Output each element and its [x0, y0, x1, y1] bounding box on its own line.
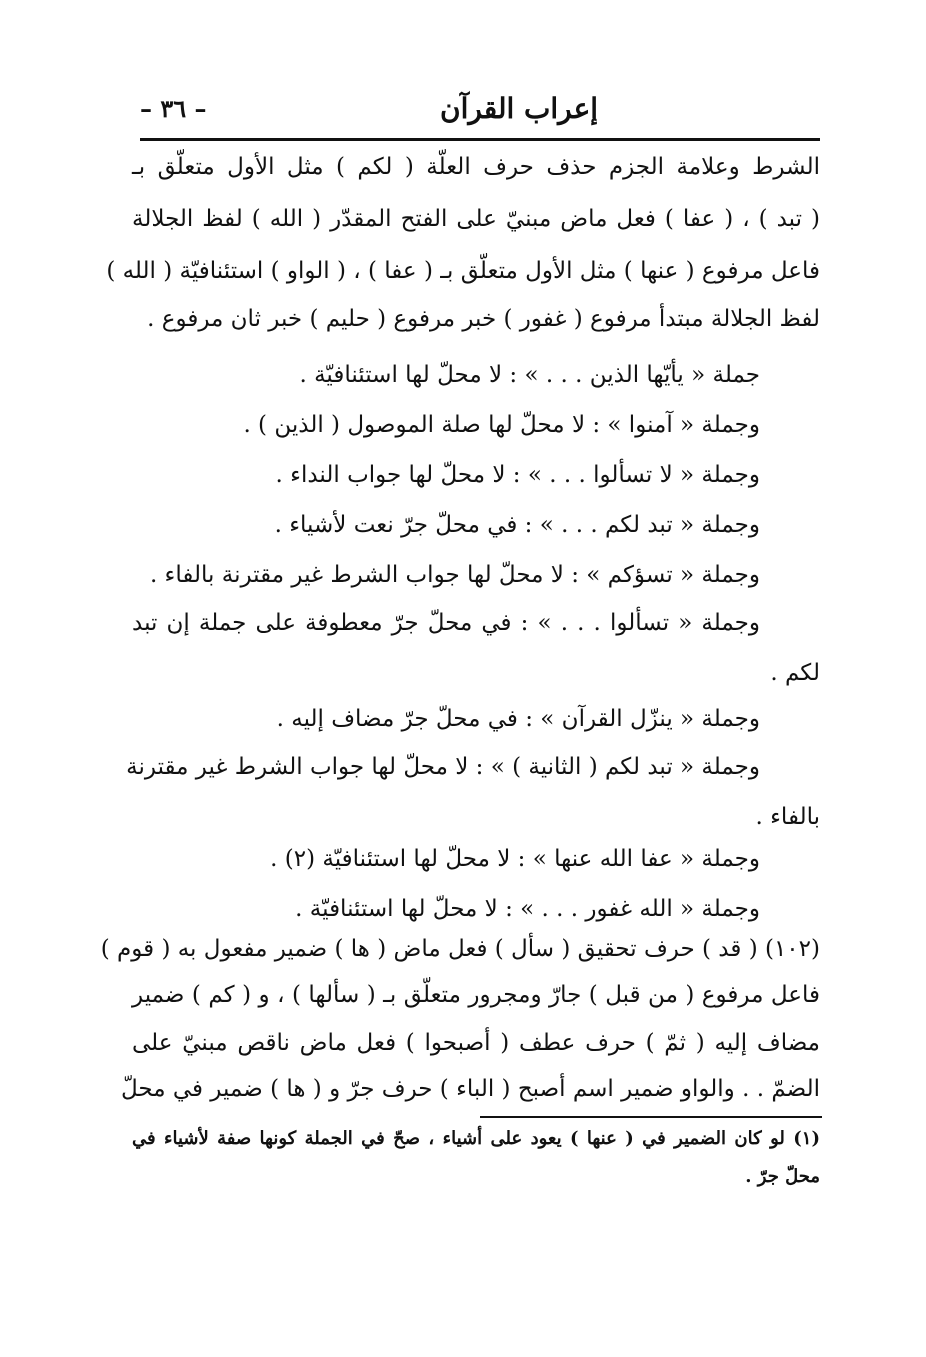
- text-line: ( تبد ) ، ( عفا ) فعل ماض مبنيّ على الفتح المقدّر ( الله ) لفظ الجلالة: [132, 206, 820, 232]
- footnote-line: محلّ جرّ .: [745, 1166, 820, 1187]
- text-line: وجملة « الله غفور . . . » : لا محلّ لها استئنافيّة .: [295, 896, 760, 922]
- text-line: بالفاء .: [755, 804, 820, 830]
- text-line: لفظ الجلالة مبتدأ مرفوع ( غفور ) خبر مرفوع ( حليم ) خبر ثان مرفوع .: [147, 306, 820, 332]
- text-line: لكم .: [770, 660, 820, 686]
- footnote-line: (١) لو كان الضمير في ( عنها ) يعود على أشياء ، صحّ في الجملة كونها صفة لأشياء في: [132, 1128, 820, 1149]
- running-title: إعراب القرآن: [440, 92, 599, 125]
- text-line: مضاف إليه ( ثمّ ) حرف عطف ( أصبحوا ) فعل ماض ناقص مبنيّ على: [132, 1030, 820, 1056]
- text-line: فاعل مرفوع ( عنها ) مثل الأول متعلّق بـ ( عفا ) ، ( الواو ) استئنافيّة ( الله ): [106, 258, 820, 284]
- page-header: [140, 92, 820, 132]
- text-line: وجملة « تسؤكم » : لا محلّ لها جواب الشرط غير مقترنة بالفاء .: [149, 562, 760, 588]
- text-line: الشرط وعلامة الجزم حذف حرف العلّة ( لكم ) مثل الأول متعلّق بـ: [132, 154, 820, 180]
- text-line: وجملة « ينزّل القرآن » : في محلّ جرّ مضاف إليه .: [276, 706, 760, 732]
- text-line: وجملة « تبد لكم ( الثانية ) » : لا محلّ لها جواب الشرط غير مقترنة: [126, 754, 760, 780]
- text-line: وجملة « لا تسألوا . . . » : لا محلّ لها جواب النداء .: [275, 462, 760, 488]
- text-line: جملة « يأيّها الذين . . . » : لا محلّ لها استئنافيّة .: [299, 362, 760, 388]
- text-line: وجملة « تبد لكم . . . » : في محلّ جرّ نعت لأشياء .: [274, 512, 760, 538]
- text-line: وجملة « آمنوا » : لا محلّ لها صلة الموصول ( الذين ) .: [243, 412, 760, 438]
- text-line: الضمّ . . والواو ضمير اسم أصبح ( الباء ) حرف جرّ و ( ها ) ضمير في محلّ: [120, 1076, 820, 1102]
- text-line: وجملة « عفا الله عنها » : لا محلّ لها استئنافيّة (٢) .: [270, 846, 760, 872]
- footnote-divider: [480, 1116, 822, 1118]
- page-number: – ٣٦ –: [140, 94, 207, 123]
- header-divider: [140, 138, 820, 141]
- text-line: فاعل مرفوع ( من قبل ) جارّ ومجرور متعلّق بـ ( سألها ) ، و ( كم ) ضمير: [132, 982, 820, 1008]
- text-line: (١٠٢) ( قد ) حرف تحقيق ( سأل ) فعل ماض ( ها ) ضمير مفعول به ( قوم ): [100, 936, 820, 962]
- text-line: وجملة « تسألوا . . . » : في محلّ جرّ معطوفة على جملة إن تبد: [132, 610, 760, 636]
